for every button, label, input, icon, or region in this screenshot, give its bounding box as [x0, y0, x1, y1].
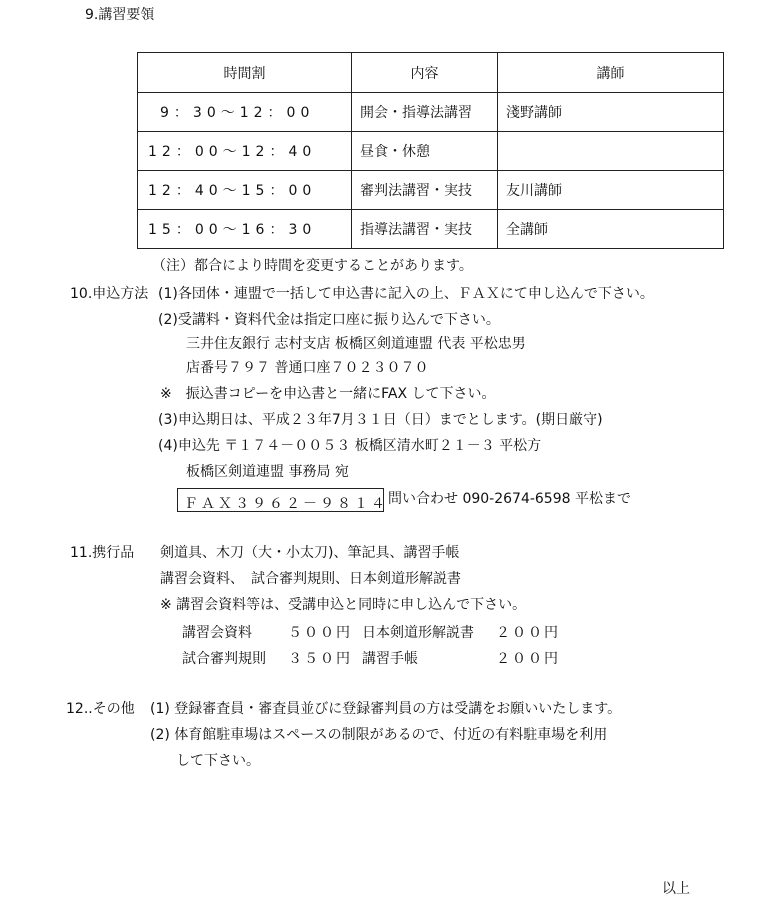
inquiry-text: 問い合わせ 090-2674-6598 平松まで [388, 491, 631, 507]
schedule-note: （注）都合により時間を変更することがあります。 [152, 258, 473, 274]
section11-line1: 剣道具、木刀（大・小太刀)、筆記具、講習手帳 [160, 545, 460, 561]
section11-line2: 講習会資料、 試合審判規則、日本剣道形解説書 [160, 571, 461, 587]
content-cell: 審判法講習・実技 [352, 171, 498, 210]
price-value: ２００円 [496, 625, 560, 641]
content-cell: 開会・指導法講習 [352, 93, 498, 132]
table-row [138, 93, 724, 132]
section12-heading: 12..その他 [66, 701, 135, 717]
lecturer-cell: 友川講師 [498, 171, 724, 210]
account-info: 店番号７９７ 普通口座７０２３０７０ [186, 360, 429, 376]
header-content: 内容 [352, 53, 498, 93]
price-name: 講習会資料 [182, 625, 252, 641]
time-cell: 15：00〜16：30 [138, 210, 352, 249]
section11-note: ※ 講習会資料等は、受講申込と同時に申し込んで下さい。 [160, 597, 527, 613]
office-address: 板橋区剣道連盟 事務局 宛 [186, 464, 349, 480]
section9-heading: 9.講習要領 [85, 7, 155, 23]
price-name: 日本剣道形解説書 [362, 625, 474, 641]
table-row [138, 171, 724, 210]
section10-item3: (3)申込期日は、平成２３年7月３１日（日）までとします。(期日厳守) [158, 412, 603, 428]
section12-item2: (2) 体育館駐車場はスペースの制限があるので、付近の有料駐車場を利用 [150, 727, 608, 743]
transfer-note: ※ 振込書コピーを申込書と一緒にFAX して下さい。 [160, 386, 496, 402]
section10-item2: (2)受講料・資料代金は指定口座に振り込んで下さい。 [158, 312, 500, 328]
section10-heading: 10.申込方法 [70, 286, 149, 302]
lecturer-cell: 淺野講師 [498, 93, 724, 132]
price-value: ３５０円 [288, 651, 352, 667]
section11-heading: 11.携行品 [70, 545, 135, 561]
table-row [138, 132, 724, 171]
price-name: 講習手帳 [362, 651, 418, 667]
bank-info: 三井住友銀行 志村支店 板橋区剣道連盟 代表 平松忠男 [186, 336, 526, 352]
time-cell: 12：40〜15：00 [138, 171, 352, 210]
section12-item1: (1) 登録審査員・審査員並びに登録審判員の方は受講をお願いいたします。 [150, 701, 622, 717]
schedule-table [137, 52, 724, 249]
price-value: ２００円 [496, 651, 560, 667]
fax-number: ＦＡＸ３９６２－９８１４ [184, 496, 388, 512]
table-row [138, 210, 724, 249]
header-lecturer: 講師 [498, 53, 724, 93]
section10-item1: (1)各団体・連盟で一括して申込書に記入の上、ＦＡＸにて申し込んで下さい。 [158, 286, 654, 302]
lecturer-cell [498, 132, 724, 171]
closing-text: 以上 [662, 881, 690, 897]
table-header-row [138, 53, 724, 93]
fax-box [177, 488, 388, 512]
price-value: ５００円 [288, 625, 352, 641]
header-time: 時間割 [138, 53, 352, 93]
price-name: 試合審判規則 [182, 651, 266, 667]
section12-item2-cont: して下さい。 [176, 753, 260, 769]
time-cell: 12：00〜12：40 [138, 132, 352, 171]
time-cell: 9：30〜12：00 [138, 93, 352, 132]
content-cell: 指導法講習・実技 [352, 210, 498, 249]
section10-item4: (4)申込先 〒１７４－００５３ 板橋区清水町２１－３ 平松方 [158, 438, 542, 454]
content-cell: 昼食・休憩 [352, 132, 498, 171]
lecturer-cell: 全講師 [498, 210, 724, 249]
